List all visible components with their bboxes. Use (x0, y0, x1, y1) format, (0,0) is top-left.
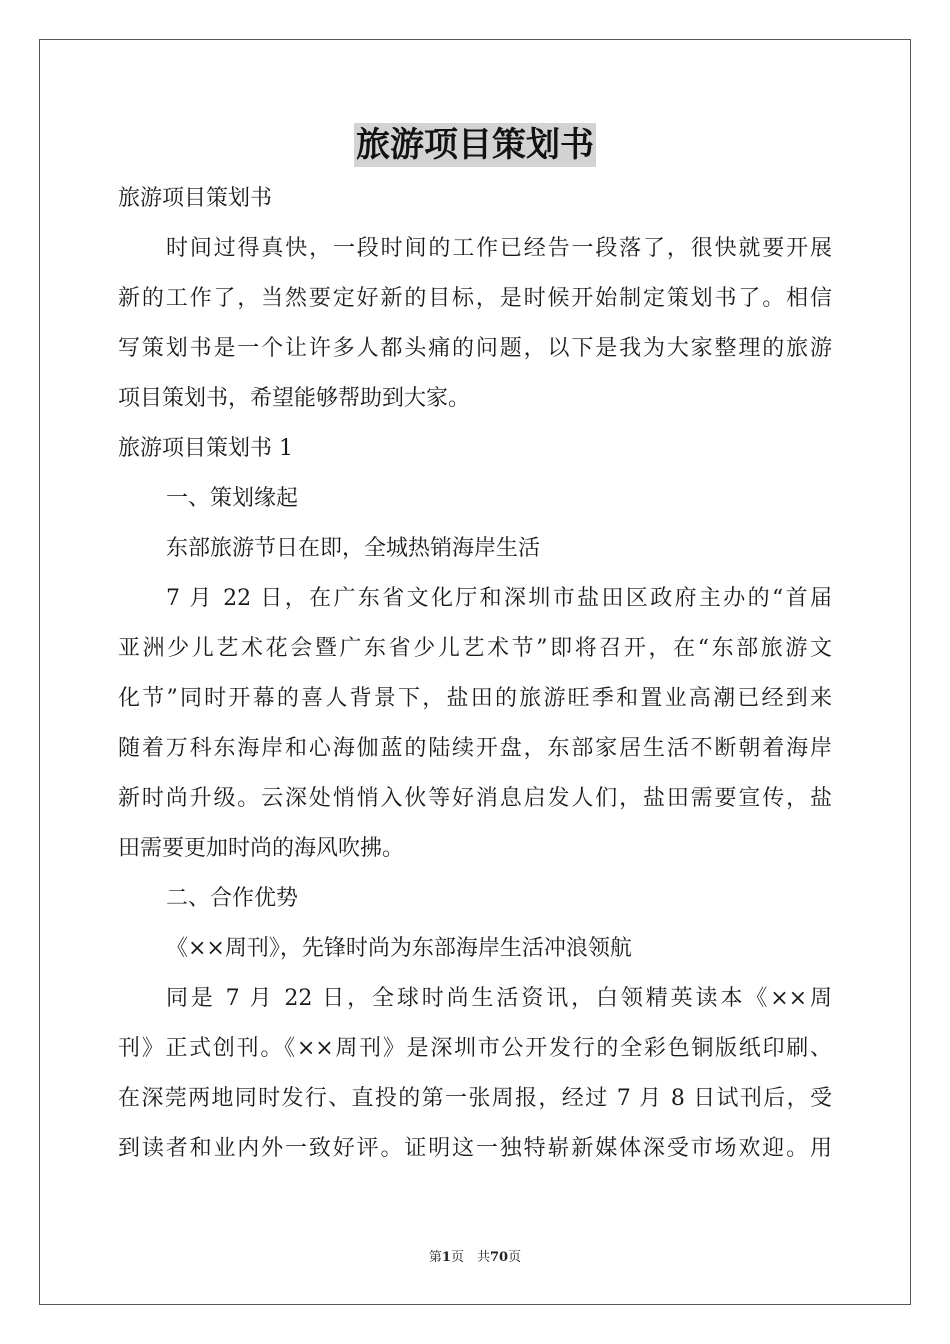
subtitle-line: 旅游项目策划书 (118, 186, 273, 211)
paragraph-line: 刊》正式创刊。《××周刊》是深圳市公开发行的全彩色铜版纸印刷、 (118, 1036, 832, 1061)
paragraph-line: 田需要更加时尚的海风吹拂。 (118, 836, 405, 861)
page-suffix: 页 (508, 1250, 522, 1265)
page-border (39, 39, 911, 1305)
page-total: 70 (489, 1250, 509, 1265)
paragraph-line: 化节”同时开幕的喜人背景下，盐田的旅游旺季和置业高潮已经到来 (118, 686, 832, 711)
paragraph-line: 时间过得真快，一段时间的工作已经告一段落了，很快就要开展 (166, 236, 832, 261)
paragraph-line: 随着万科东海岸和心海伽蓝的陆续开盘，东部家居生活不断朝着海岸 (118, 736, 832, 761)
page-footer (0, 1246, 950, 1265)
paragraph-line: 《××周刊》，先锋时尚为东部海岸生活冲浪领航 (166, 936, 632, 961)
paragraph-line: 到读者和业内外一致好评。证明这一独特崭新媒体深受市场欢迎。用 (118, 1136, 832, 1161)
title-container (0, 123, 950, 167)
paragraph-line: 同是 7 月 22 日，全球时尚生活资讯，白领精英读本《××周 (166, 986, 832, 1011)
page-mid: 页 共 (450, 1250, 490, 1265)
document-title: 旅游项目策划书 (356, 125, 594, 165)
paragraph-line: 写策划书是一个让许多人都头痛的问题，以下是我为大家整理的旅游 (118, 336, 832, 361)
paragraph-line: 亚洲少儿艺术花会暨广东省少儿艺术节”即将召开，在“东部旅游文 (118, 636, 832, 661)
page-current: 1 (441, 1250, 451, 1265)
section-heading: 二、合作优势 (166, 886, 299, 911)
section-heading: 旅游项目策划书 1 (118, 436, 293, 461)
page-prefix: 第 (428, 1250, 442, 1265)
paragraph-line: 项目策划书，希望能够帮助到大家。 (118, 386, 471, 411)
paragraph-line: 新的工作了，当然要定好新的目标，是时候开始制定策划书了。相信 (118, 286, 832, 311)
paragraph-line: 东部旅游节日在即，全城热销海岸生活 (166, 536, 541, 561)
paragraph-line: 在深莞两地同时发行、直投的第一张周报，经过 7 月 8 日试刊后，受 (118, 1086, 832, 1111)
section-heading: 一、策划缘起 (166, 486, 299, 511)
paragraph-line: 7 月 22 日，在广东省文化厅和深圳市盐田区政府主办的“首届 (166, 586, 832, 611)
paragraph-line: 新时尚升级。云深处悄悄入伙等好消息启发人们，盐田需要宣传，盐 (118, 786, 832, 811)
